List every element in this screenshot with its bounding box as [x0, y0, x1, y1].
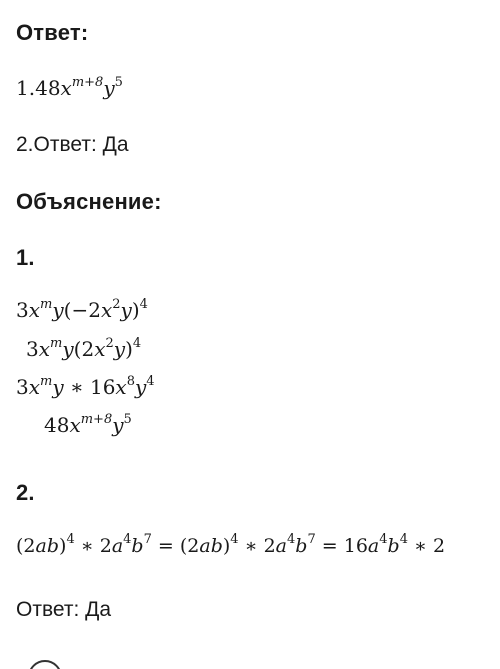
- part1-step-4: $48x^{m+8}y^5$: [44, 412, 132, 437]
- part1-step-3: $3x^my$ ∗ $16x^8y^4$: [16, 374, 155, 399]
- answer-item-2: 2.Ответ: Да: [16, 133, 129, 156]
- final-answer: Ответ: Да: [16, 598, 112, 621]
- part1-step-2: $3x^my(2x^2y)^4$: [26, 336, 142, 361]
- part1-heading: 1.: [16, 245, 35, 270]
- part2-heading: 2.: [16, 480, 35, 505]
- answer-item-1: $1.48x^{m+8}y^5$: [16, 75, 123, 100]
- part1-step-1: $3x^my(-2x^2y)^4$: [16, 297, 148, 322]
- explanation-heading: Объяснение:: [16, 189, 162, 214]
- part2-equation: $(2ab)^4$ ∗ $2a^4b^7 = (2ab)^4$ ∗ $2a^4b^7 = 16a^4b^4$ ∗ 2: [16, 532, 446, 557]
- answer-heading: Ответ:: [16, 20, 89, 45]
- avatar: [28, 660, 62, 669]
